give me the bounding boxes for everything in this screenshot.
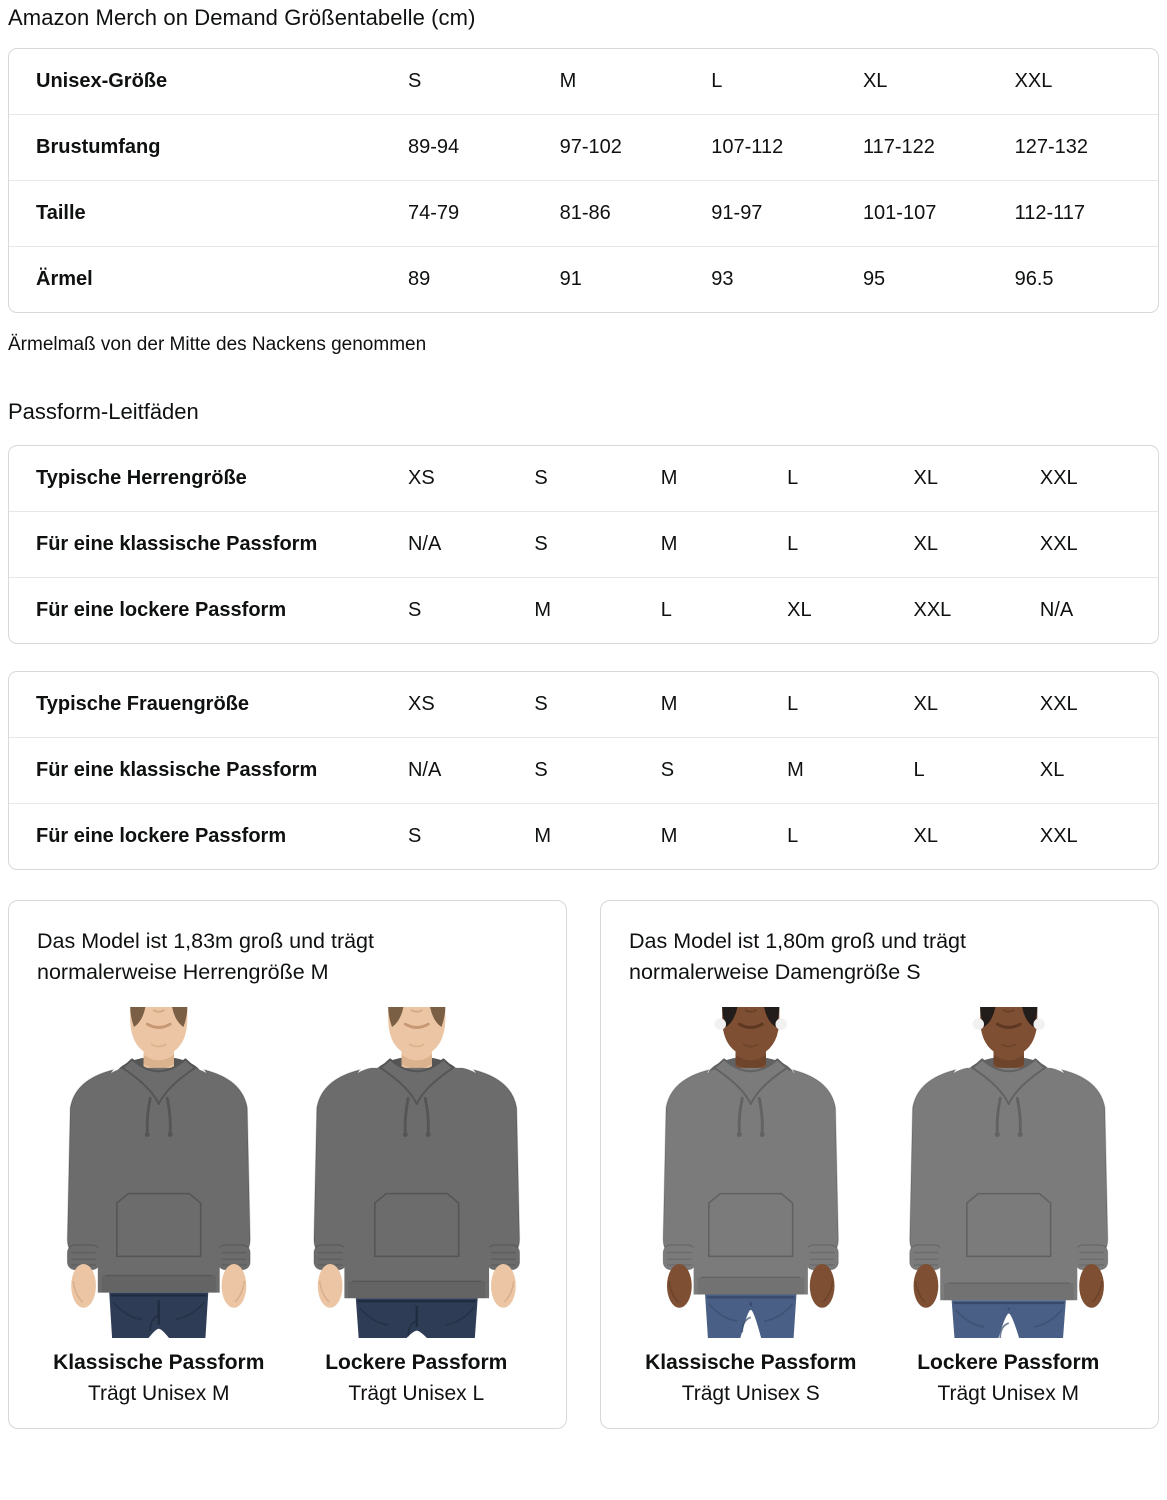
- fit-cell: M: [781, 738, 907, 804]
- row-label: Typische Frauengröße: [36, 693, 250, 715]
- photo-block-loose: [293, 1007, 541, 1406]
- fit-cell: M: [528, 804, 654, 870]
- fit-cell: M: [655, 512, 781, 578]
- model-description: Das Model ist 1,80m groß und trägt normalerweise Damengröße S: [629, 929, 966, 984]
- fit-cell: L: [781, 804, 907, 870]
- measure-cell: 89: [402, 247, 554, 313]
- fit-cell: S: [655, 738, 781, 804]
- fit-cell: M: [660, 693, 678, 715]
- fit-cell: L: [907, 738, 1033, 804]
- measure-cell: 117-122: [857, 115, 1009, 181]
- measure-cell: 97-102: [554, 115, 706, 181]
- fit-cell: XL: [913, 467, 938, 489]
- table-row: [9, 804, 1158, 870]
- model-card-women: [600, 900, 1159, 1429]
- measure-cell: 91: [554, 247, 706, 313]
- fit-caption: Klassische Passform: [53, 1351, 265, 1375]
- row-label: Taille: [9, 181, 402, 247]
- fit-cell: XXL: [1034, 804, 1158, 870]
- fit-cell: XXL: [907, 578, 1033, 644]
- size-header-cell: XXL: [1014, 70, 1053, 92]
- fit-cell: L: [787, 693, 799, 715]
- model-photo-male-loose: [293, 1007, 541, 1338]
- photo-block-classic: [35, 1007, 283, 1406]
- table-row: [9, 672, 1158, 738]
- fit-cell: XL: [907, 804, 1033, 870]
- measure-cell: 107-112: [705, 115, 857, 181]
- fit-cell: M: [655, 804, 781, 870]
- table-row: [9, 578, 1158, 644]
- measure-cell: 95: [857, 247, 1009, 313]
- fit-table-women: [8, 671, 1159, 870]
- photo-block-loose: [885, 1007, 1133, 1406]
- fit-caption: Lockere Passform: [917, 1351, 1100, 1375]
- fit-cell: XL: [781, 578, 907, 644]
- measure-cell: 101-107: [857, 181, 1009, 247]
- size-table: [8, 48, 1159, 313]
- size-caption: Trägt Unisex L: [348, 1382, 485, 1406]
- fit-guides-heading: Passform-Leitfäden: [8, 399, 199, 424]
- table-row: [9, 512, 1158, 578]
- size-header-cell: S: [407, 70, 422, 92]
- model-card-men: [8, 900, 567, 1429]
- table-row: [9, 446, 1158, 512]
- fit-cell: XXL: [1039, 693, 1078, 715]
- measure-cell: 96.5: [1009, 247, 1158, 313]
- fit-cell: S: [402, 578, 528, 644]
- row-label: Ärmel: [9, 247, 402, 313]
- fit-cell: S: [534, 467, 548, 489]
- table-row: [9, 115, 1158, 181]
- table-row: [9, 181, 1158, 247]
- fit-cell: M: [528, 578, 654, 644]
- fit-cell: L: [781, 512, 907, 578]
- size-header-cell: M: [559, 70, 577, 92]
- size-caption: Trägt Unisex M: [87, 1382, 230, 1406]
- measure-cell: 89-94: [402, 115, 554, 181]
- fit-cell: N/A: [1034, 578, 1158, 644]
- model-cards: [8, 900, 1159, 1429]
- row-label: Für eine klassische Passform: [9, 738, 402, 804]
- measure-cell: 91-97: [705, 181, 857, 247]
- fit-cell: S: [402, 804, 528, 870]
- table-row: [9, 49, 1158, 115]
- model-description: Das Model ist 1,83m groß und trägt normalerweise Herrengröße M: [37, 929, 374, 984]
- fit-cell: L: [787, 467, 799, 489]
- row-label: Für eine lockere Passform: [9, 578, 402, 644]
- model-photo-female-classic: [627, 1007, 875, 1338]
- measure-cell: 127-132: [1009, 115, 1158, 181]
- fit-cell: M: [660, 467, 678, 489]
- table-row: [9, 738, 1158, 804]
- fit-cell: XS: [407, 467, 435, 489]
- fit-cell: XL: [1034, 738, 1158, 804]
- measure-cell: 81-86: [554, 181, 706, 247]
- size-header-cell: L: [711, 70, 723, 92]
- fit-cell: XXL: [1034, 512, 1158, 578]
- fit-table-men: [8, 445, 1159, 644]
- page-title: Amazon Merch on Demand Größentabelle (cm): [8, 5, 476, 30]
- row-label: Brustumfang: [9, 115, 402, 181]
- model-photo-male-classic: [35, 1007, 283, 1338]
- fit-cell: XS: [407, 693, 435, 715]
- size-header-cell: XL: [862, 70, 888, 92]
- sleeve-measure-note: Ärmelmaß von der Mitte des Nackens genommen: [8, 334, 427, 355]
- fit-cell: XXL: [1039, 467, 1078, 489]
- fit-cell: S: [528, 738, 654, 804]
- fit-cell: S: [528, 512, 654, 578]
- fit-cell: N/A: [402, 512, 528, 578]
- measure-cell: 93: [705, 247, 857, 313]
- fit-cell: N/A: [402, 738, 528, 804]
- size-caption: Trägt Unisex M: [937, 1382, 1080, 1406]
- row-label: Für eine klassische Passform: [9, 512, 402, 578]
- measure-cell: 112-117: [1009, 181, 1158, 247]
- row-label: Typische Herrengröße: [36, 467, 247, 489]
- fit-cell: XL: [907, 512, 1033, 578]
- fit-cell: S: [534, 693, 548, 715]
- row-label: Unisex-Größe: [36, 70, 168, 92]
- photo-block-classic: [627, 1007, 875, 1406]
- table-row: [9, 247, 1158, 313]
- fit-caption: Lockere Passform: [325, 1351, 508, 1375]
- measure-cell: 74-79: [402, 181, 554, 247]
- fit-caption: Klassische Passform: [645, 1351, 857, 1375]
- fit-cell: XL: [913, 693, 938, 715]
- model-photo-female-loose: [885, 1007, 1133, 1338]
- size-caption: Trägt Unisex S: [681, 1382, 820, 1406]
- fit-cell: L: [655, 578, 781, 644]
- row-label: Für eine lockere Passform: [9, 804, 402, 870]
